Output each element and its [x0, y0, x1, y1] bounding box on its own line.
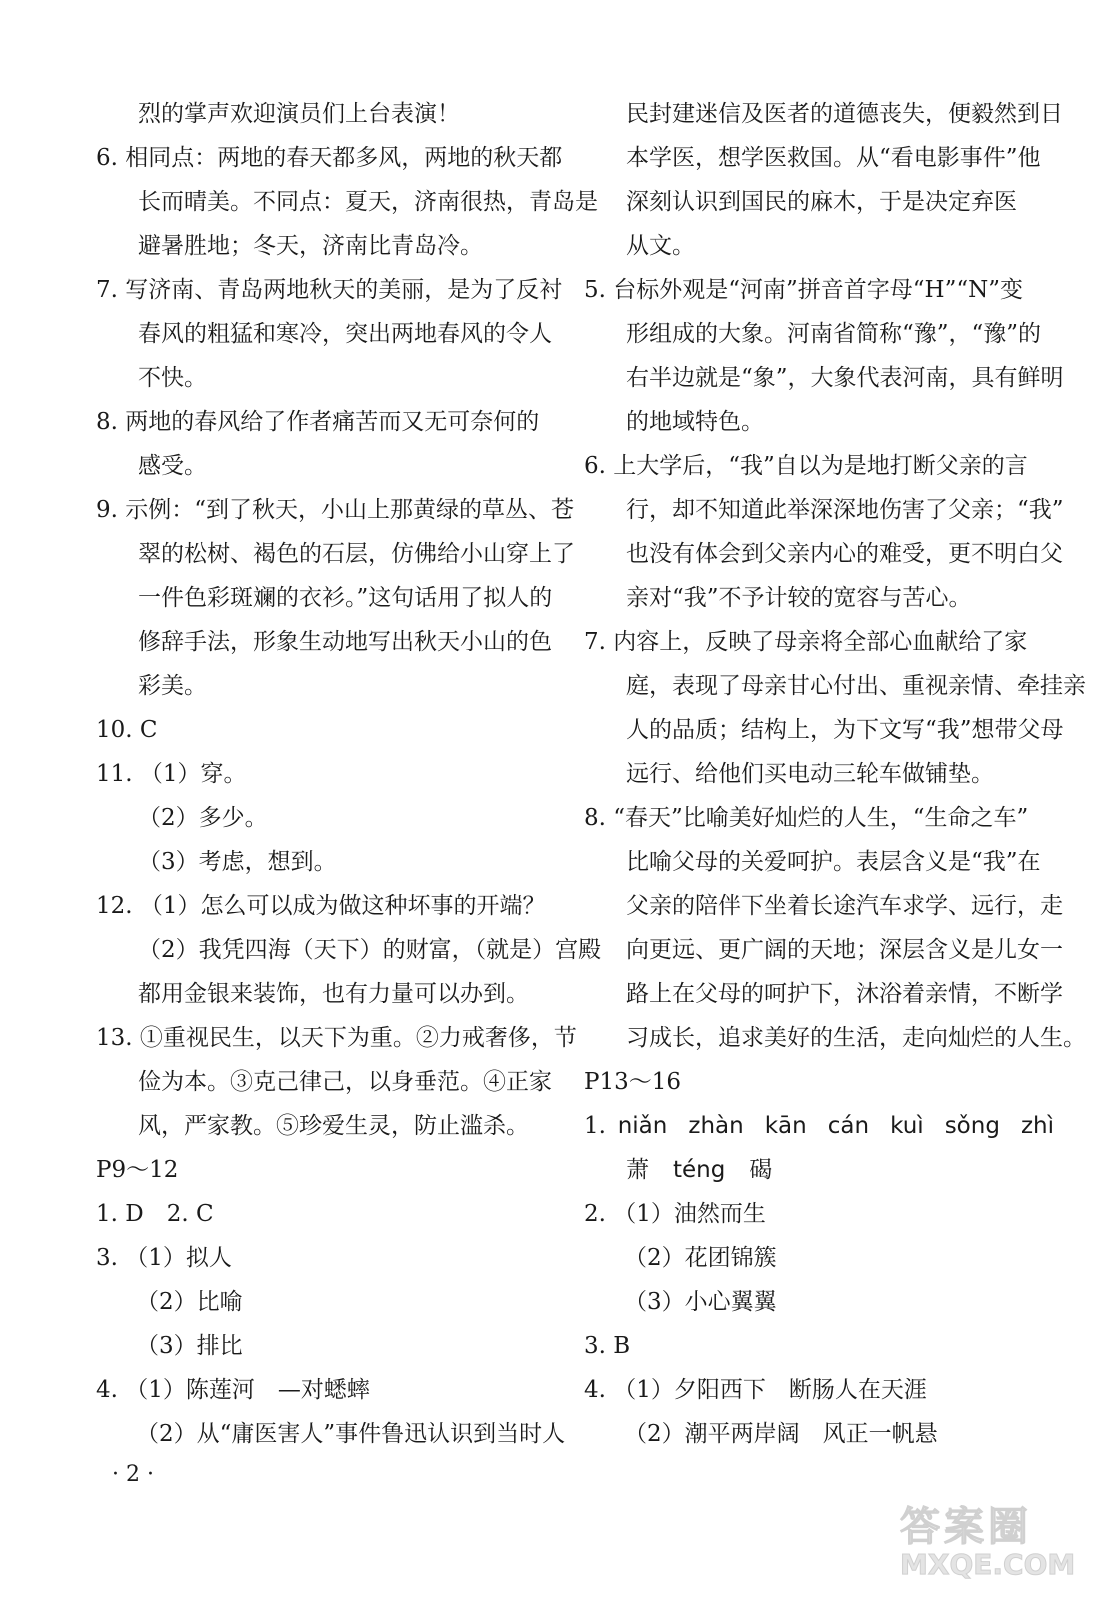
answer-line: 从文。	[626, 233, 695, 259]
pinyin-row-2	[584, 1148, 1054, 1192]
pinyin-item: 碣	[749, 1157, 773, 1183]
answer-line: 亲对“我”不予计较的宽容与苦心。	[626, 585, 972, 611]
answer-line: 形组成的大象。河南省简称“豫”，“豫”的	[626, 321, 1042, 347]
answer-line: 3. B	[584, 1333, 631, 1359]
pinyin-list	[618, 1104, 1054, 1148]
answer-line: 人的品质；结构上，为下文写“我”想带父母	[626, 717, 1064, 743]
pinyin-item: sǒng	[944, 1113, 1000, 1139]
answer-line: 12. （1）怎么可以成为做这种坏事的开端？	[96, 893, 546, 919]
section-heading: P13～16	[584, 1069, 682, 1095]
pinyin-item: 萧	[626, 1157, 649, 1183]
answer-line: 右半边就是“象”，大象代表河南，具有鲜明	[626, 365, 1064, 391]
answer-line: 父亲的陪伴下坐着长途汽车求学、远行，走	[626, 893, 1063, 919]
answer-line: 俭为本。③克己律己，以身垂范。④正家	[138, 1069, 552, 1095]
answer-line: 比喻父母的关爱呵护。表层含义是“我”在	[626, 849, 1041, 875]
answer-line: 都用金银来装饰，也有力量可以办到。	[138, 981, 529, 1007]
answer-line: 感受。	[138, 453, 207, 479]
answer-line: 3. （1）拟人	[96, 1245, 232, 1271]
watermark-url: MXQE.COM	[900, 1548, 1076, 1581]
answer-line: 2. （1）油然而生	[584, 1201, 766, 1227]
answer-line: （3）小心翼翼	[624, 1289, 777, 1315]
answer-line: （2）比喻	[136, 1289, 243, 1315]
answer-line: 烈的掌声欢迎演员们上台表演！	[138, 101, 460, 127]
answer-line: 翠的松树、褐色的石层，仿佛给小山穿上了	[138, 541, 575, 567]
answer-line: 7. 内容上，反映了母亲将全部心血献给了家	[584, 629, 1028, 655]
answer-line: 1. D 2. C	[96, 1201, 214, 1227]
answer-line: （3）考虑，想到。	[138, 849, 337, 875]
answer-line: 不快。	[138, 365, 207, 391]
answer-line: 路上在父母的呵护下，沐浴着亲情，不断学	[626, 981, 1063, 1007]
watermark-title: 答案圈	[900, 1504, 1032, 1550]
answer-line: 庭，表现了母亲甘心付出、重视亲情、牵挂亲	[626, 673, 1086, 699]
answer-line: （2）我凭四海（天下）的财富，（就是）宫殿	[138, 937, 602, 963]
answer-line: 避暑胜地；冬天，济南比青岛冷。	[138, 233, 483, 259]
answer-line: （3）排比	[136, 1333, 243, 1359]
page-number: · 2 ·	[112, 1462, 154, 1487]
pinyin-item: kuì	[890, 1113, 924, 1139]
section-heading: P9～12	[96, 1157, 179, 1183]
answer-line: 6. 相同点：两地的春天都多风，两地的秋天都	[96, 145, 563, 171]
answer-line: 民封建迷信及医者的道德丧失，便毅然到日	[626, 101, 1063, 127]
answer-line: （2）潮平两岸阔 风正一帆悬	[624, 1421, 938, 1447]
answer-line: 11. （1）穿。	[96, 761, 247, 787]
answer-line: 本学医，想学医救国。从“看电影事件”他	[626, 145, 1041, 171]
pinyin-item: cán	[827, 1113, 870, 1139]
right-column	[584, 92, 1086, 1456]
answer-line: 深刻认识到国民的麻木，于是决定弃医	[626, 189, 1017, 215]
pinyin-item: zhàn	[688, 1113, 744, 1139]
pinyin-item: téng	[673, 1157, 726, 1183]
answer-line: 10. C	[96, 717, 158, 743]
answer-line: 13. ①重视民生，以天下为重。②力戒奢侈，节	[96, 1025, 577, 1051]
answer-line: 一件色彩斑斓的衣衫。”这句话用了拟人的	[138, 585, 553, 611]
answer-line: 习成长，追求美好的生活，走向灿烂的人生。	[626, 1025, 1086, 1051]
answer-line: 5. 台标外观是“河南”拼音首字母“H”“N”变	[584, 277, 1023, 303]
answer-line: 8. “春天”比喻美好灿烂的人生，“生命之车”	[584, 805, 1029, 831]
pinyin-item: zhì	[1020, 1113, 1054, 1139]
answer-line: 修辞手法，形象生动地写出秋天小山的色	[138, 629, 552, 655]
pinyin-item-number: 1.	[584, 1113, 606, 1139]
answer-line: （2）从“庸医害人”事件鲁迅认识到当时人	[136, 1421, 566, 1447]
answer-line: 7. 写济南、青岛两地秋天的美丽，是为了反衬	[96, 277, 563, 303]
answer-line: （2）多少。	[138, 805, 268, 831]
pinyin-row-1	[584, 1104, 1054, 1148]
answer-line: 向更远、更广阔的天地；深层含义是儿女一	[626, 937, 1063, 963]
answer-line: 6. 上大学后，“我”自以为是地打断父亲的言	[584, 453, 1028, 479]
answer-line: 远行、给他们买电动三轮车做铺垫。	[626, 761, 994, 787]
pinyin-item: niǎn	[617, 1113, 668, 1139]
answer-line: 也没有体会到父亲内心的难受，更不明白父	[626, 541, 1063, 567]
answer-line: 4. （1）夕阳西下 断肠人在天涯	[584, 1377, 927, 1403]
answer-line: 长而晴美。不同点：夏天，济南很热，青岛是	[138, 189, 598, 215]
answer-line: 4. （1）陈莲河 —对蟋蟀	[96, 1377, 370, 1403]
answer-line: 风，严家教。⑤珍爱生灵，防止滥杀。	[138, 1113, 529, 1139]
pinyin-item: kān	[764, 1113, 807, 1139]
answer-line: 9. 示例：“到了秋天，小山上那黄绿的草丛、苍	[96, 497, 575, 523]
left-column	[96, 92, 602, 1456]
answer-line: 彩美。	[138, 673, 207, 699]
answer-line: 行，却不知道此举深深地伤害了父亲；“我”	[626, 497, 1064, 523]
answer-line: （2）花团锦簇	[624, 1245, 777, 1271]
answer-line: 的地域特色。	[626, 409, 764, 435]
watermark-logo	[900, 1505, 1080, 1590]
answer-line: 春风的粗猛和寒冷，突出两地春风的令人	[138, 321, 552, 347]
answer-line: 8. 两地的春风给了作者痛苦而又无可奈何的	[96, 409, 540, 435]
